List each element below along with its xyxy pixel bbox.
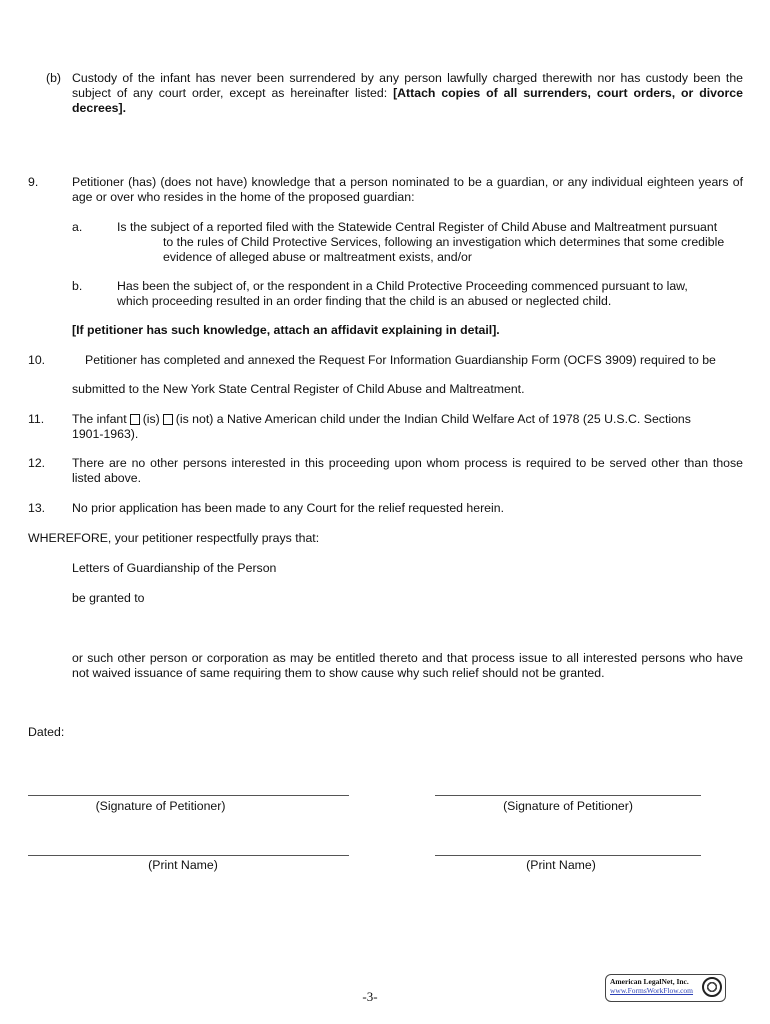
item-9a-label: a.: [72, 220, 83, 234]
item-9b-label: b.: [72, 279, 83, 293]
be-granted-to: be granted to: [72, 591, 145, 605]
seal-icon: [702, 977, 722, 997]
item-b-body: Custody of the infant has never been surrendered by any person lawfully charged therewith nor has custody been the subject of any court order, except as hereinafter listed:: [72, 71, 743, 100]
is-checkbox[interactable]: [130, 414, 140, 425]
item-10-number: 10.: [28, 353, 46, 367]
item-11-number: 11.: [28, 412, 45, 426]
item-b-text: [72, 71, 743, 116]
footer-url[interactable]: www.FormsWorkFlow.com: [610, 986, 694, 995]
signature-line-2[interactable]: [435, 795, 701, 796]
signature-label-2: (Signature of Petitioner): [503, 799, 633, 813]
item-12-text: There are no other persons interested in this proceeding upon whom process is required to be served other than those listed above.: [72, 456, 743, 485]
item-13-number: 13.: [28, 501, 46, 515]
item-9a-line-3: evidence of alleged abuse or maltreatment exists, and/or: [163, 250, 472, 264]
item-b-label: (b): [46, 71, 62, 85]
item-11-is: (is): [142, 412, 160, 426]
item-11-infant: The infant: [72, 412, 127, 426]
item-b-attach-note: [Attach copies of all surrenders, court orders, or divorce decrees].: [72, 86, 743, 115]
print-name-line-2[interactable]: [435, 855, 701, 856]
print-name-label-2: (Print Name): [526, 858, 596, 872]
page-number: -3-: [362, 989, 378, 1004]
item-9b-text: Has been the subject of, or the respondent in a Child Protective Proceeding commenced pursuant to law, which proceeding resulted in an order finding that the child is an abused or neglected child.: [117, 279, 688, 308]
item-11-line-2: 1901-1963).: [72, 427, 139, 441]
other-person-clause: or such other person or corporation as may be entitled thereto and that process issue to all interested persons who have not waived issuance of same requiring them to show cause why such relief should not be granted.: [72, 651, 743, 680]
dated-label: Dated:: [28, 725, 65, 739]
print-name-label-1: (Print Name): [148, 858, 218, 872]
item-10-line-1: Petitioner has completed and annexed the Request For Information Guardianship Form (OCFS 3909) required to be: [85, 353, 716, 367]
signature-label-1: (Signature of Petitioner): [95, 799, 226, 813]
item-10-line-2: submitted to the New York State Central Register of Child Abuse and Maltreatment.: [72, 382, 525, 396]
item-13-text: No prior application has been made to any Court for the relief requested herein.: [72, 501, 505, 515]
footer-badge: [605, 974, 726, 1002]
item-9-affidavit-note: [If petitioner has such knowledge, attach an affidavit explaining in detail].: [72, 323, 500, 337]
item-12-number: 12.: [28, 456, 46, 470]
signature-line-1[interactable]: [28, 795, 349, 796]
print-name-line-1[interactable]: [28, 855, 349, 856]
is-not-checkbox[interactable]: [163, 414, 173, 425]
item-11-is-not: (is not) a Native American child under the Indian Child Welfare Act of 1978 (25 U.S.C. Sections: [175, 412, 691, 426]
item-9a-line-1: Is the subject of a reported filed with the Statewide Central Register of Child Abuse and Maltreatment pursuant: [117, 220, 718, 234]
footer-company: American LegalNet, Inc.: [610, 977, 689, 986]
letters-of-guardianship: Letters of Guardianship of the Person: [72, 561, 277, 575]
wherefore-clause: WHEREFORE, your petitioner respectfully prays that:: [28, 531, 320, 545]
item-11-line-1: [72, 412, 691, 427]
item-9a-line-2: to the rules of Child Protective Services, following an investigation which determines that some credible: [163, 235, 725, 249]
item-9-number: 9.: [28, 175, 39, 189]
item-9-text: Petitioner (has) (does not have) knowledge that a person nominated to be a guardian, or any individual eighteen years of age or over who resides in the home of the proposed guardian:: [72, 175, 743, 204]
